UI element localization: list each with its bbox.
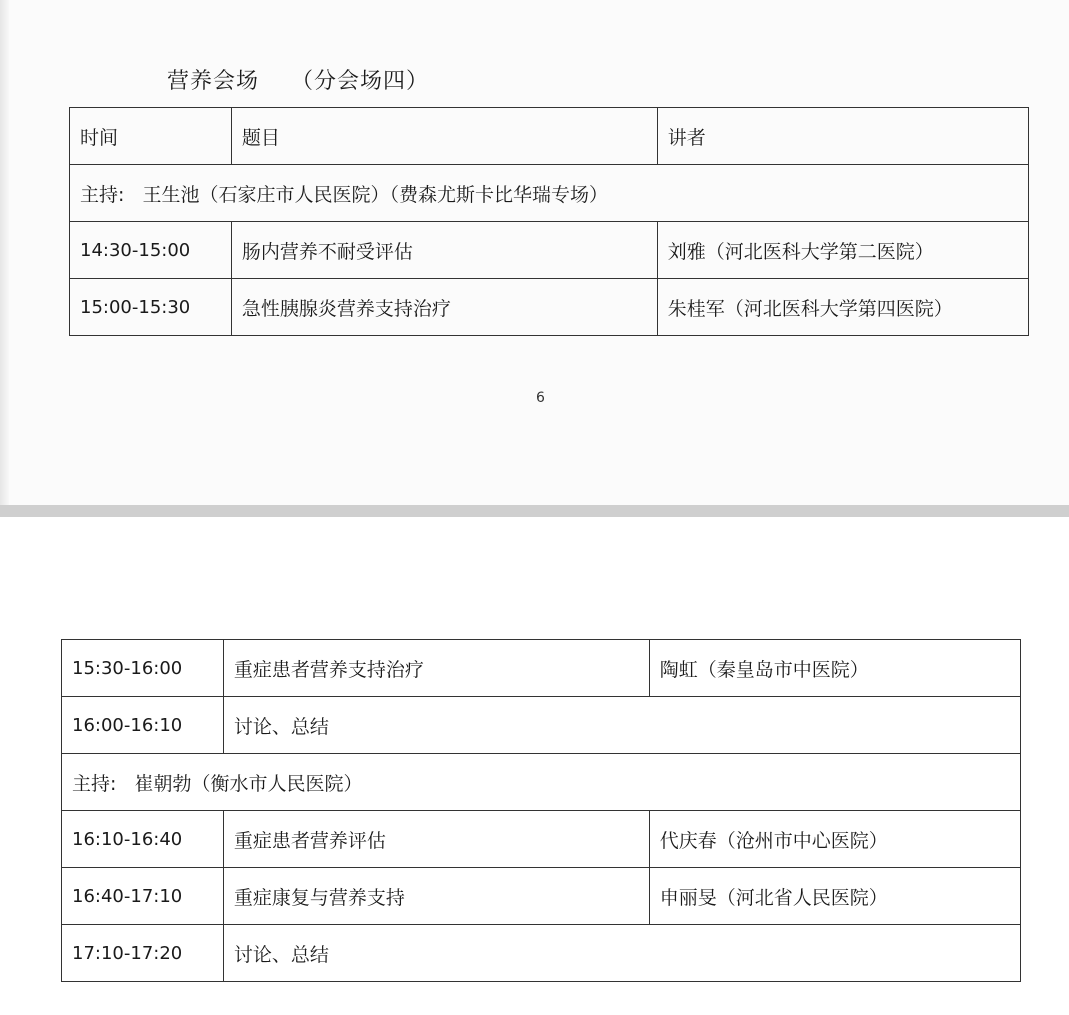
row-time: 14:30-15:00 — [70, 222, 232, 279]
session-title: 营养会场 （分会场四） — [167, 69, 429, 94]
row-time: 16:10-16:40 — [62, 811, 224, 868]
table-row — [62, 868, 1021, 925]
row-speaker: 申丽旻（河北省人民医院） — [649, 868, 1020, 925]
page-separator — [0, 505, 1069, 517]
row-time: 16:40-17:10 — [62, 868, 224, 925]
chair-text: 主持: 王生池（石家庄市人民医院）（费森尤斯卡比华瑞专场） — [70, 165, 1029, 222]
row-speaker: 代庆春（沧州市中心医院） — [649, 811, 1020, 868]
table-header-row — [70, 108, 1029, 165]
table-row — [70, 279, 1029, 336]
row-topic: 重症患者营养评估 — [223, 811, 649, 868]
discussion-row — [62, 925, 1021, 982]
schedule-table-1 — [69, 107, 1029, 336]
chair-text: 主持: 崔朝勃（衡水市人民医院） — [62, 754, 1021, 811]
chair-row — [62, 754, 1021, 811]
row-speaker: 陶虹（秦皇岛市中医院） — [649, 640, 1020, 697]
row-topic: 讨论、总结 — [223, 925, 1020, 982]
row-topic: 讨论、总结 — [223, 697, 1020, 754]
header-topic: 题目 — [231, 108, 657, 165]
row-topic: 重症患者营养支持治疗 — [223, 640, 649, 697]
row-speaker: 朱桂军（河北医科大学第四医院） — [657, 279, 1028, 336]
header-speaker: 讲者 — [657, 108, 1028, 165]
page-number: 6 — [536, 390, 545, 406]
table-row — [70, 222, 1029, 279]
discussion-row — [62, 697, 1021, 754]
row-topic: 急性胰腺炎营养支持治疗 — [231, 279, 657, 336]
row-time: 16:00-16:10 — [62, 697, 224, 754]
header-time: 时间 — [70, 108, 232, 165]
row-topic: 重症康复与营养支持 — [223, 868, 649, 925]
row-speaker: 刘雅（河北医科大学第二医院） — [657, 222, 1028, 279]
table-row — [62, 640, 1021, 697]
row-topic: 肠内营养不耐受评估 — [231, 222, 657, 279]
row-time: 15:30-16:00 — [62, 640, 224, 697]
row-time: 15:00-15:30 — [70, 279, 232, 336]
schedule-table-2 — [61, 639, 1021, 982]
page-edge-shadow — [0, 0, 9, 505]
chair-row — [70, 165, 1029, 222]
table-row — [62, 811, 1021, 868]
row-time: 17:10-17:20 — [62, 925, 224, 982]
